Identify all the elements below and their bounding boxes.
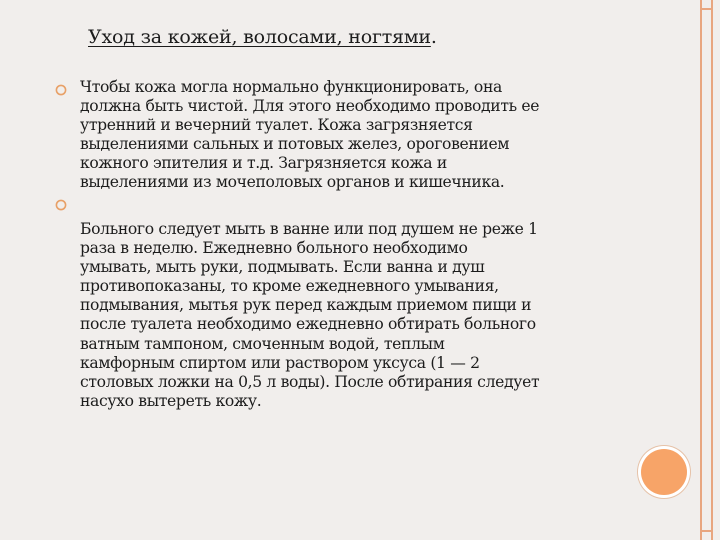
paragraph-line: насухо вытереть кожу. [80,391,262,410]
paragraph-line: должна быть чистой. Для этого необходимо проводить ее [80,97,540,116]
paragraph-line: выделениями сальных и потовых желез, ороговением [80,135,510,154]
slide-title-suffix: . [430,26,437,48]
paragraph-line: кожного эпителия и т.д. Загрязняется кожа и [80,154,447,173]
paragraph-line: выделениями из мочеполовых органов и кишечника. [80,173,505,192]
paragraph-line: столовых ложки на 0,5 л воды). После обтирания следует [80,372,540,391]
paragraph-line: ватным тампоном, смоченным водой, теплым [80,334,445,353]
paragraph-line: подмывания, мытья рук перед каждым приемом пищи и [80,296,532,315]
paragraph-1 [80,78,640,193]
paragraph-2 [80,220,640,411]
border-line-inner-vertical [700,0,702,540]
bullet-icon [55,199,67,211]
paragraph-line: Чтобы кожа могла нормально функционировать, она [80,78,502,96]
paragraph-line: камфорным спиртом или раствором уксуса (1 — 2 [80,353,480,372]
bullet-icon [55,84,67,96]
decorative-circle [641,449,687,495]
slide-title-text: Уход за кожей, волосами, ногтями [88,26,431,48]
paragraph-line: раза в неделю. Ежедневно больного необходимо [80,239,468,258]
border-line-bottom [700,530,713,532]
paragraph-line: утренний и вечерний туалет. Кожа загрязняется [80,116,473,135]
border-line-outer-vertical [711,0,713,540]
paragraph-line: умывать, мыть руки, подмывать. Если ванна и душ [80,258,485,277]
border-line-top [700,8,713,10]
paragraph-line: Больного следует мыть в ванне или под душем не реже 1 [80,220,538,238]
paragraph-line: противопоказаны, то кроме ежедневного умывания, [80,277,499,296]
slide-title [88,26,437,48]
paragraph-line: после туалета необходимо ежедневно обтирать больного [80,315,536,334]
